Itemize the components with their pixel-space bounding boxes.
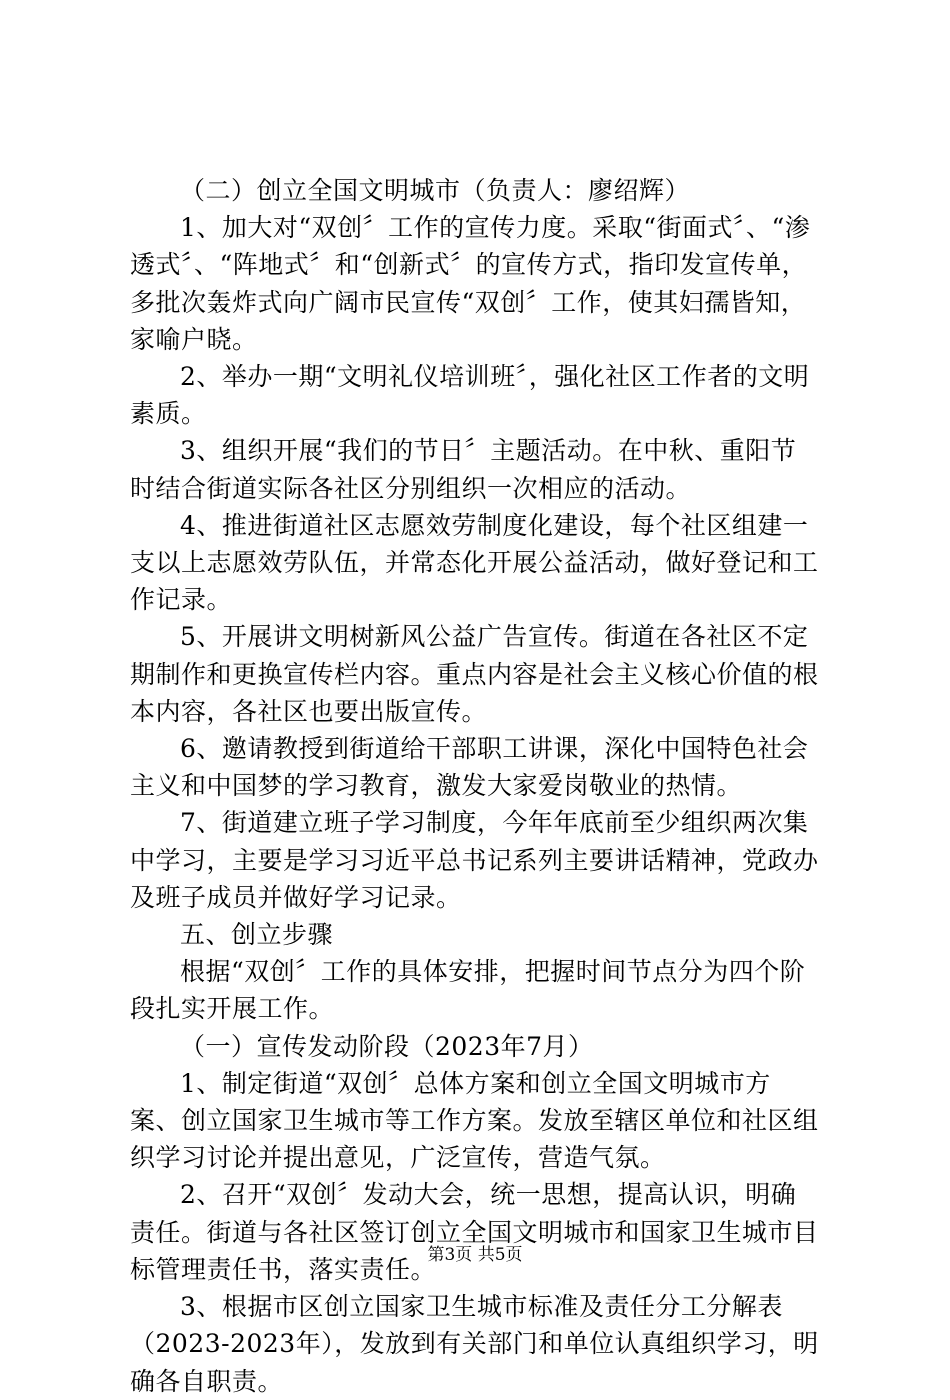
paragraph-item-4: 4、推进街道社区志愿效劳制度化建设，每个社区组建一支以上志愿效劳队伍，并常态化开展公益活动，做好登记和工作记录。 bbox=[130, 510, 819, 615]
paragraph-item-6: 6、邀请教授到街道给干部职工讲课，深化中国特色社会主义和中国梦的学习教育，激发大家爱岗敬业的热情。 bbox=[130, 734, 809, 801]
section-heading-steps: 五、创立步骤 bbox=[180, 920, 334, 950]
paragraph-item-2: 2、举办一期“文明礼仪培训班〞，强化社区工作者的文明素质。 bbox=[130, 362, 810, 429]
paragraph-steps-intro: 根据“双创〞工作的具体安排，把握时间节点分为四个阶段扎实开展工作。 bbox=[130, 957, 806, 1024]
paragraph-step-3: 3、根据市区创立国家卫生城市标准及责任分工分解表（2023-2023年），发放到有关部门和单位认真组织学习，明确各自职责。 bbox=[130, 1292, 819, 1396]
paragraph-step-1: 1、制定街道“双创〞总体方案和创立全国文明城市方案、创立国家卫生城市等工作方案。发放至辖区单位和社区组织学习讨论并提出意见，广泛宣传，营造气氛。 bbox=[130, 1068, 819, 1173]
paragraph-item-5: 5、开展讲文明树新风公益广告宣传。街道在各社区不定期制作和更换宣传栏内容。重点内容是社会主义核心价值的根本内容，各社区也要出版宣传。 bbox=[130, 622, 819, 726]
paragraph-item-3: 3、组织开展“我们的节日〞主题活动。在中秋、重阳节时结合街道实际各社区分别组织一次相应的活动。 bbox=[130, 436, 797, 503]
subsection-heading-publicity: （一）宣传发动阶段（2023年7月） bbox=[180, 1031, 594, 1061]
paragraph-step-2: 2、召开“双创〞发动大会，统一思想，提高认识，明确责任。街道与各社区签订创立全国文明城市和国家卫生城市目标管理责任书，落实责任。 bbox=[130, 1180, 819, 1284]
section-heading-civilized-city: （二）创立全国文明城市（负责人：廖绍辉） bbox=[180, 176, 691, 205]
page-number-footer: 第3页 共5页 bbox=[427, 1245, 523, 1265]
document-body bbox=[130, 172, 820, 1400]
paragraph-item-1: 1、加大对“双创〞工作的宣传力度。采取“街面式〞、“渗透式〞、“阵地式〞和“创新式〞的宣传方式，指印发宣传单，多批次轰炸式向广阔市民宣传“双创〞工作，使其妇孺皆知，家喻户晓。 bbox=[130, 213, 811, 354]
paragraph-item-7: 7、街道建立班子学习制度，今年年底前至少组织两次集中学习，主要是学习习近平总书记系列主要讲话精神，党政办及班子成员并做好学习记录。 bbox=[130, 808, 819, 912]
